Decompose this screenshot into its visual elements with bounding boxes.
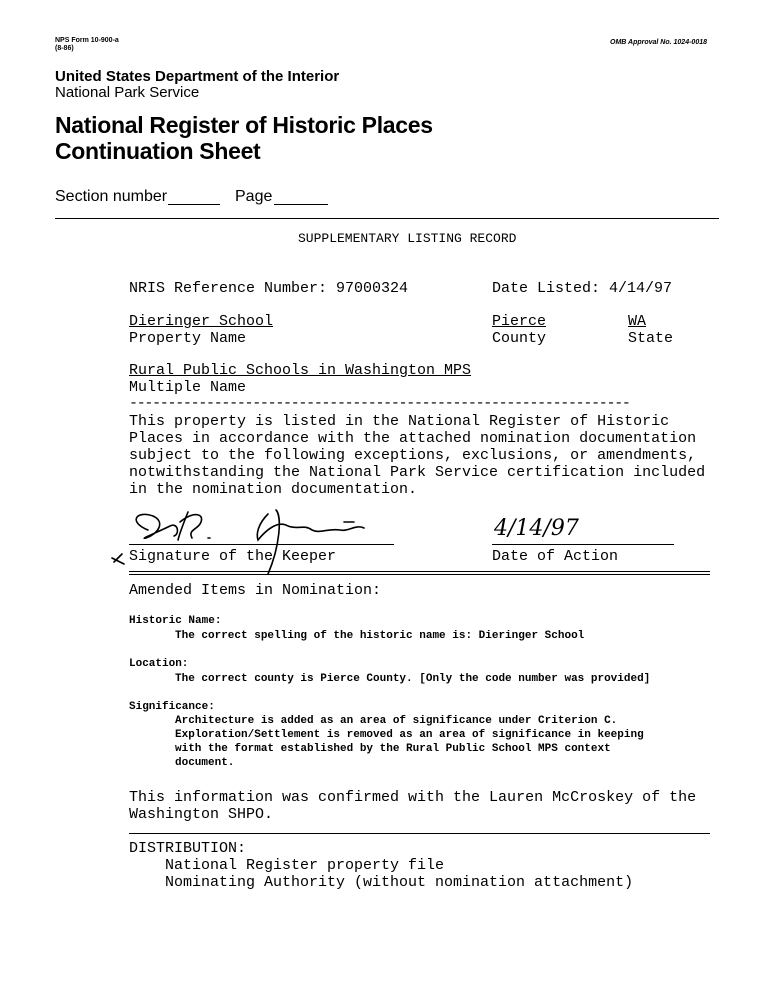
header-divider: [55, 218, 719, 219]
signature-line: [129, 544, 394, 545]
historic-name-label: Historic Name:: [129, 615, 222, 627]
confirmation-line-1: This information was confirmed with the Lauren McCroskey of the: [129, 789, 697, 806]
signature-label: Signature of the Keeper: [129, 548, 337, 565]
historic-name-text: The correct spelling of the historic name is: Dieringer School: [175, 630, 585, 642]
double-rule-bottom: [129, 574, 710, 575]
page-title-line2: Continuation Sheet: [55, 138, 261, 164]
statement-line-4: notwithstanding the National Park Service certification included: [129, 464, 706, 481]
form-date: (8-86): [55, 45, 74, 52]
distribution-heading: DISTRIBUTION:: [129, 840, 247, 857]
section-number-label: Section number: [55, 188, 168, 205]
amended-heading: Amended Items in Nomination:: [129, 582, 382, 599]
state-value: WA: [628, 313, 647, 330]
record-heading: SUPPLEMENTARY LISTING RECORD: [298, 231, 517, 246]
property-name-label: Property Name: [129, 330, 247, 347]
statement-line-2: Places in accordance with the attached nomination documentation: [129, 430, 697, 447]
statement-line-5: in the nomination documentation.: [129, 481, 418, 498]
distribution-item: National Register property file: [165, 857, 445, 874]
confirmation-line-2: Washington SHPO.: [129, 806, 274, 823]
county-value: Pierce: [492, 313, 547, 330]
significance-line-3: with the format established by the Rural Public School MPS context: [175, 743, 611, 755]
nris-reference: NRIS Reference Number: 97000324: [129, 280, 409, 297]
dash-separator: -----------------------------------------------------------------: [129, 395, 630, 412]
double-rule-top: [129, 571, 710, 572]
location-text: The correct county is Pierce County. [Only the code number was provided]: [175, 673, 651, 685]
date-of-action-line: [492, 544, 674, 545]
handwritten-date: 4/14/97: [494, 516, 579, 541]
date-listed: Date Listed: 4/14/97: [492, 280, 673, 297]
significance-label: Significance:: [129, 701, 215, 713]
service-name: National Park Service: [55, 84, 200, 101]
section-number-blank: [168, 204, 220, 205]
page-title-line1: National Register of Historic Places: [55, 112, 433, 138]
location-label: Location:: [129, 658, 189, 670]
property-name-value: Dieringer School: [129, 313, 274, 330]
multiple-name-value: Rural Public Schools in Washington MPS: [129, 362, 472, 379]
significance-line-4: document.: [175, 757, 235, 769]
date-of-action-label: Date of Action: [492, 548, 619, 565]
omb-approval: OMB Approval No. 1024-0018: [610, 39, 707, 46]
page-blank: [274, 204, 328, 205]
state-label: State: [628, 330, 674, 347]
significance-line-2: Exploration/Settlement is removed as an area of significance in keeping: [175, 729, 644, 741]
distribution-item: Nominating Authority (without nomination attachment): [165, 874, 634, 891]
multiple-name-label: Multiple Name: [129, 379, 247, 396]
distribution-divider: [129, 833, 710, 834]
keeper-signature: [108, 500, 708, 580]
county-label: County: [492, 330, 547, 347]
statement-line-1: This property is listed in the National Register of Historic: [129, 413, 670, 430]
form-number: NPS Form 10-900-a: [55, 37, 119, 44]
significance-line-1: Architecture is added as an area of significance under Criterion C.: [175, 715, 618, 727]
page-label: Page: [235, 188, 273, 205]
statement-line-3: subject to the following exceptions, exclusions, or amendments,: [129, 447, 697, 464]
department-name: United States Department of the Interior: [55, 68, 340, 85]
